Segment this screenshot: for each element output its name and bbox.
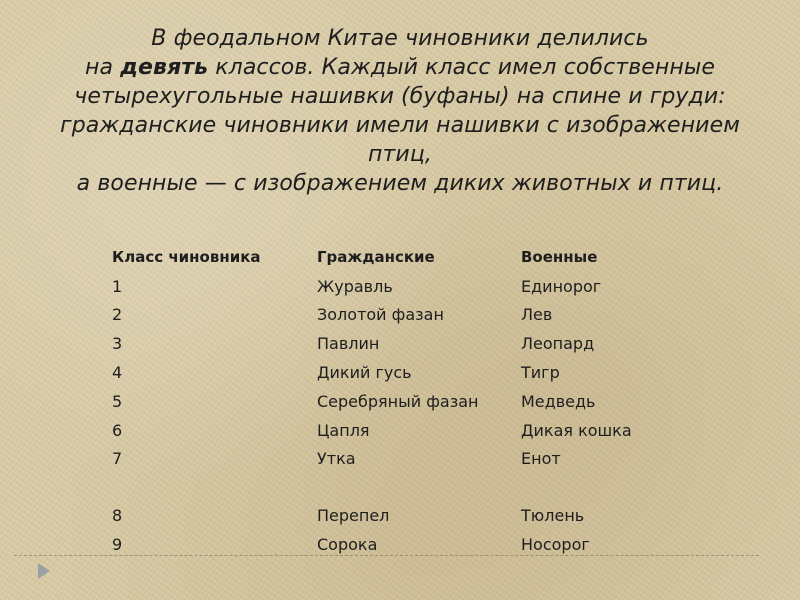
table-header-row: [112, 243, 661, 272]
header-rank: Класс чиновника: [112, 248, 261, 267]
rank-cell: 1: [112, 276, 123, 296]
civil-cell: Перепел: [317, 506, 390, 526]
military-cell: Носорог: [521, 535, 590, 555]
military-cell: Леопард: [521, 334, 595, 354]
heading-line-2-start: на: [85, 55, 121, 80]
heading-line-5: птиц,: [368, 142, 432, 167]
rank-cell: 9: [112, 535, 123, 555]
play-next-icon[interactable]: [38, 563, 50, 579]
table-spacer-row: [112, 473, 661, 501]
heading-emphasis-nine: девять: [120, 55, 209, 80]
heading-line-2-end: классов. Каждый класс имел собственные: [208, 55, 715, 80]
military-cell: [521, 473, 661, 501]
table-row: [112, 387, 661, 416]
table-row: [112, 445, 661, 474]
header-military: Военные: [521, 248, 598, 267]
civil-cell: Утка: [317, 449, 356, 469]
military-cell: Тигр: [521, 363, 560, 383]
table-row: [112, 301, 661, 330]
rank-cell: 6: [112, 420, 123, 440]
military-cell: Дикая кошка: [521, 420, 632, 440]
table-row: [112, 416, 661, 445]
rank-cell: 5: [112, 391, 123, 411]
ranks-table: [112, 243, 661, 559]
military-cell: Медведь: [521, 391, 596, 411]
civil-cell: Сорока: [317, 535, 378, 555]
heading-line-6: а военные — с изображением диких животных и птиц.: [76, 171, 724, 196]
table-row: [112, 329, 661, 358]
rank-cell: 4: [112, 363, 123, 383]
footer-divider: [14, 555, 759, 556]
civil-cell: Золотой фазан: [317, 305, 444, 325]
military-cell: Единорог: [521, 276, 602, 296]
civil-cell: [317, 473, 521, 501]
rank-cell: 7: [112, 449, 123, 469]
header-civil: Гражданские: [317, 248, 435, 267]
rank-cell: 3: [112, 334, 123, 354]
heading-line-1: В феодальном Китае чиновники делились: [151, 26, 649, 51]
rank-cell: 2: [112, 305, 123, 325]
rank-cell: 8: [112, 506, 123, 526]
civil-cell: Серебряный фазан: [317, 391, 479, 411]
civil-cell: Павлин: [317, 334, 380, 354]
civil-cell: Дикий гусь: [317, 363, 412, 383]
military-cell: Енот: [521, 449, 561, 469]
heading-line-3: четырехугольные нашивки (буфаны) на спине и груди:: [74, 84, 726, 109]
civil-cell: Журавль: [317, 276, 393, 296]
military-cell: Лев: [521, 305, 553, 325]
military-cell: Тюлень: [521, 506, 585, 526]
table-row: [112, 272, 661, 301]
table-row: [112, 358, 661, 387]
table-row: [112, 501, 661, 530]
heading-line-4: гражданские чиновники имели нашивки с изображением: [60, 113, 740, 138]
heading-line-2: [20, 53, 780, 82]
rank-cell: [112, 473, 317, 501]
civil-cell: Цапля: [317, 420, 370, 440]
slide-heading: [20, 24, 780, 198]
